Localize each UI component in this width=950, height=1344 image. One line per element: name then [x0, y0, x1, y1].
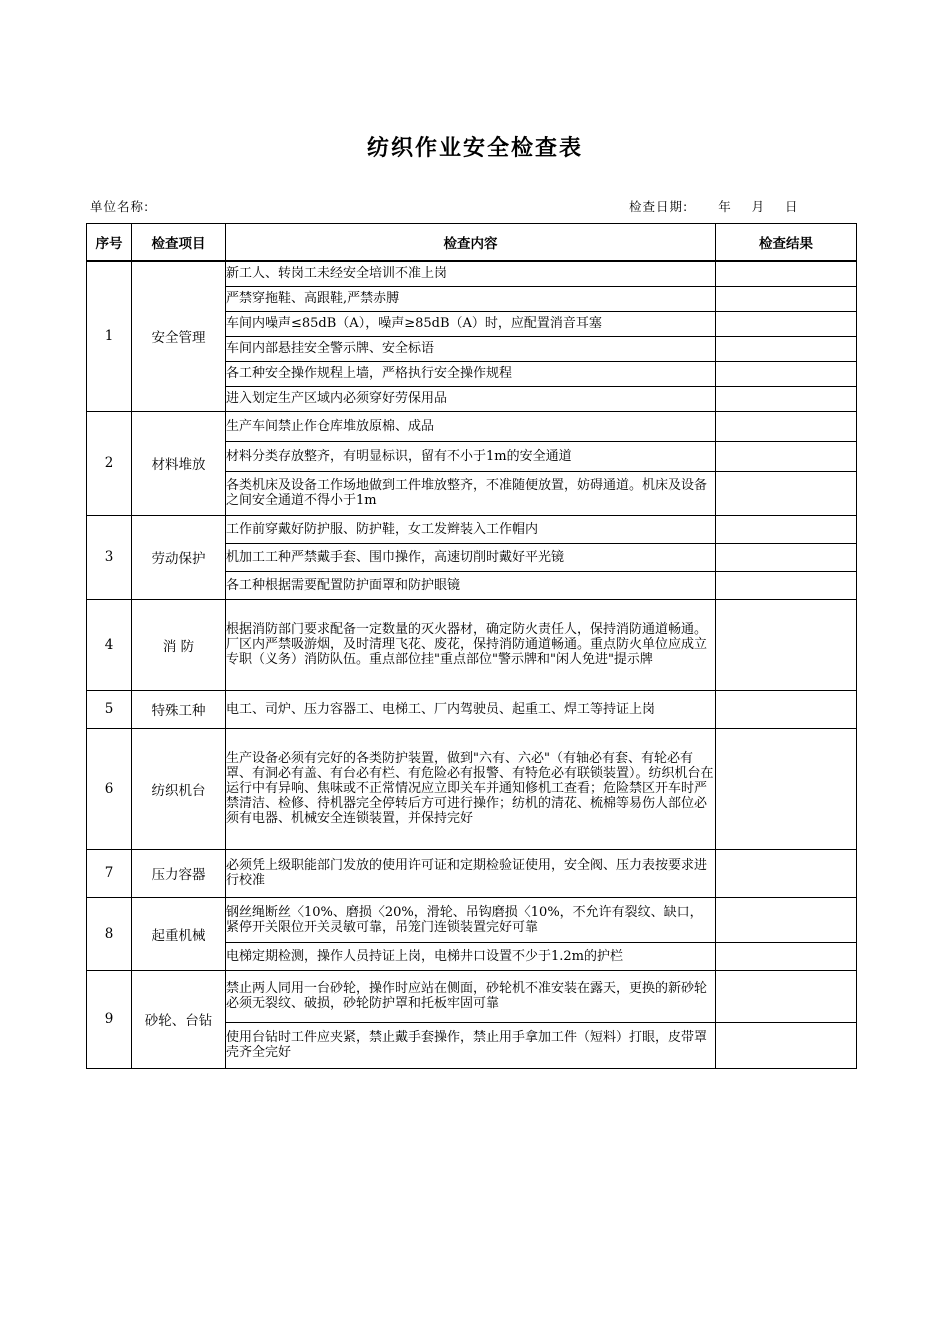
table-body [87, 261, 857, 1068]
check-result-cell[interactable] [716, 471, 857, 515]
check-content: 使用台钻时工件应夹紧，禁止戴手套操作，禁止用手拿加工件（短料）打眼，皮带罩壳齐全完好 [226, 1022, 716, 1068]
check-result-cell[interactable] [716, 690, 857, 728]
check-content: 根据消防部门要求配备一定数量的灭火器材，确定防火责任人，保持消防通道畅通。厂区内严禁吸游烟，及时清理飞花、废花，保持消防通道畅通。重点防火单位应成立专职（义务）消防队伍。重点部位挂"重点部位"警示牌和"闲人免进"提示牌 [226, 599, 716, 690]
check-content: 生产设备必须有完好的各类防护装置，做到"六有、六必"（有轴必有套、有轮必有罩、有洞必有盖、有台必有栏、有危险必有报警、有特危必有联锁装置）。纺织机台在运行中有异响、焦味或不正常情况应立即关车并通知修机工查看；危险禁区开车时严禁清洁、检修、待机器完全停转后方可进行操作；纺机的清花、梳棉等易伤人部位必须有电器、机械安全连锁装置，并保持完好 [226, 728, 716, 849]
check-content: 各类机床及设备工作场地做到工件堆放整齐，不准随便放置，妨碍通道。机床及设备之间安全通道不得小于1m [226, 471, 716, 515]
check-content: 必须凭上级职能部门发放的使用许可证和定期检验证使用，安全阀、压力表按要求进行校准 [226, 849, 716, 897]
header-content: 检查内容 [226, 224, 716, 262]
check-content: 生产车间禁止作仓库堆放原棉、成品 [226, 411, 716, 441]
section-number: 2 [87, 411, 132, 515]
check-result-cell[interactable] [716, 286, 857, 311]
check-result-cell[interactable] [716, 441, 857, 471]
check-content: 车间内噪声≤85dB（A），噪声≥85dB（A）时，应配置消音耳塞 [226, 311, 716, 336]
check-content: 电工、司炉、压力容器工、电梯工、厂内驾驶员、起重工、焊工等持证上岗 [226, 690, 716, 728]
table-row [87, 849, 857, 897]
section-item: 特殊工种 [132, 690, 226, 728]
check-result-cell[interactable] [716, 386, 857, 411]
check-result-cell[interactable] [716, 897, 857, 942]
check-result-cell[interactable] [716, 361, 857, 386]
check-content: 新工人、转岗工未经安全培训不准上岗 [226, 261, 716, 286]
check-result-cell[interactable] [716, 411, 857, 441]
table-row [87, 515, 857, 543]
section-item: 材料堆放 [132, 411, 226, 515]
unit-name-label: 单位名称: [90, 199, 150, 214]
check-content: 钢丝绳断丝〈10%、磨损〈20%，滑轮、吊钩磨损〈10%，不允许有裂纹、缺口，紧停开关限位开关灵敏可靠，吊笼门连锁装置完好可靠 [226, 897, 716, 942]
check-result-cell[interactable] [716, 599, 857, 690]
section-number: 3 [87, 515, 132, 599]
section-item: 劳动保护 [132, 515, 226, 599]
check-content: 各工种根据需要配置防护面罩和防护眼镜 [226, 571, 716, 599]
check-content: 机加工工种严禁戴手套、围巾操作，高速切削时戴好平光镜 [226, 543, 716, 571]
check-result-cell[interactable] [716, 311, 857, 336]
header-result: 检查结果 [716, 224, 857, 262]
checklist-table [86, 223, 857, 1069]
check-content: 工作前穿戴好防护服、防护鞋，女工发辫装入工作帽内 [226, 515, 716, 543]
section-number: 5 [87, 690, 132, 728]
table-row [87, 261, 857, 286]
check-content: 材料分类存放整齐，有明显标识，留有不小于1m的安全通道 [226, 441, 716, 471]
section-number: 8 [87, 897, 132, 970]
check-content: 严禁穿拖鞋、高跟鞋,严禁赤膊 [226, 286, 716, 311]
check-result-cell[interactable] [716, 543, 857, 571]
check-result-cell[interactable] [716, 336, 857, 361]
check-content: 车间内部悬挂安全警示牌、安全标语 [226, 336, 716, 361]
check-result-cell[interactable] [716, 849, 857, 897]
section-number: 9 [87, 970, 132, 1068]
check-result-cell[interactable] [716, 942, 857, 970]
section-item: 纺织机台 [132, 728, 226, 849]
section-item: 安全管理 [132, 261, 226, 411]
table-row [87, 690, 857, 728]
section-number: 7 [87, 849, 132, 897]
inspection-date [629, 197, 799, 215]
section-number: 4 [87, 599, 132, 690]
header-no: 序号 [87, 224, 132, 262]
page-title: 纺织作业安全检查表 [366, 136, 583, 161]
section-item: 消 防 [132, 599, 226, 690]
section-number: 6 [87, 728, 132, 849]
section-item: 压力容器 [132, 849, 226, 897]
inspection-date-label: 检查日期: [629, 199, 689, 214]
section-number: 1 [87, 261, 132, 411]
section-item: 砂轮、台钻 [132, 970, 226, 1068]
header-item: 检查项目 [132, 224, 226, 262]
check-content: 各工种安全操作规程上墙，严格执行安全操作规程 [226, 361, 716, 386]
table-header-row [87, 224, 857, 262]
table-row [87, 970, 857, 1022]
table-row [87, 897, 857, 942]
check-result-cell[interactable] [716, 970, 857, 1022]
table-row [87, 411, 857, 441]
inspection-date-ymd: 年 月 日 [718, 199, 799, 214]
table-row [87, 599, 857, 690]
check-content: 进入划定生产区域内必须穿好劳保用品 [226, 386, 716, 411]
check-content: 禁止两人同用一台砂轮，操作时应站在侧面，砂轮机不准安装在露天，更换的新砂轮必须无裂纹、破损，砂轮防护罩和托板牢固可靠 [226, 970, 716, 1022]
section-item: 起重机械 [132, 897, 226, 970]
check-content: 电梯定期检测，操作人员持证上岗，电梯井口设置不少于1.2m的护栏 [226, 942, 716, 970]
check-result-cell[interactable] [716, 728, 857, 849]
check-result-cell[interactable] [716, 261, 857, 286]
check-result-cell[interactable] [716, 1022, 857, 1068]
check-result-cell[interactable] [716, 571, 857, 599]
check-result-cell[interactable] [716, 515, 857, 543]
table-row [87, 728, 857, 849]
